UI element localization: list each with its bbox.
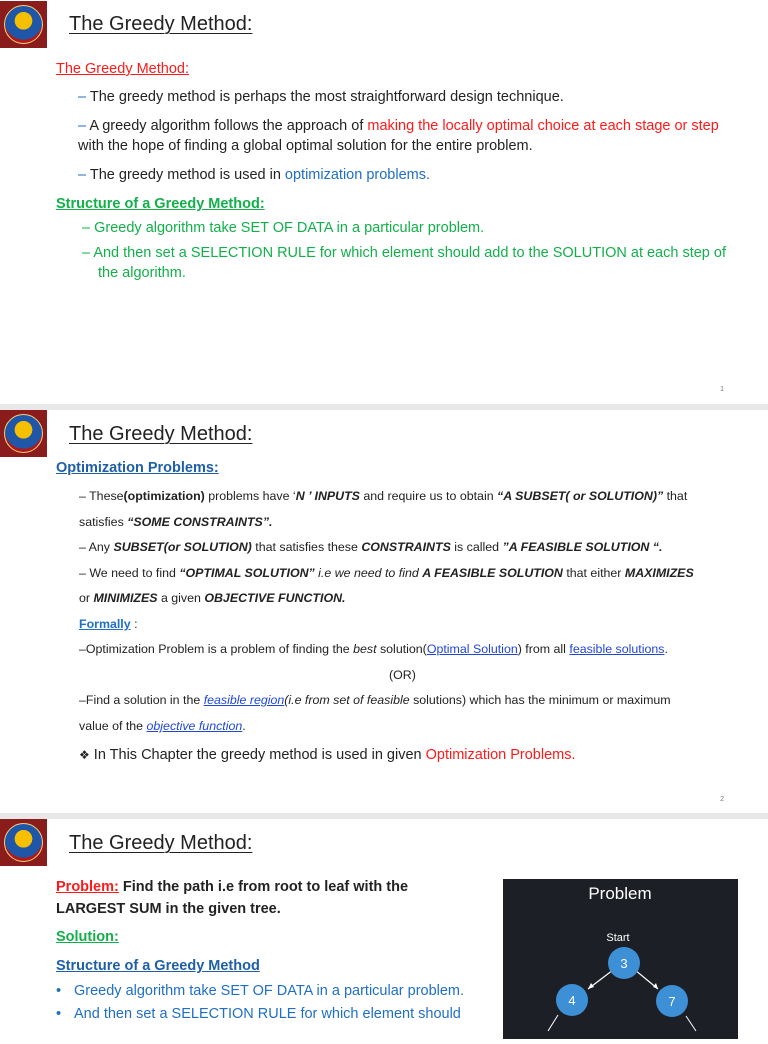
problem-statement-cont: LARGEST SUM in the given tree. (56, 901, 281, 917)
page-number: 1 (720, 386, 724, 393)
structure-bullet-2: • And then set a SELECTION RULE for which element should (56, 1006, 461, 1022)
section-heading: The Greedy Method: (56, 61, 189, 77)
structure-heading: Structure of a Greedy Method: (56, 196, 265, 212)
university-logo (0, 819, 47, 866)
formally-label: Formally : (79, 617, 138, 631)
feasible-region-link[interactable]: feasible region (203, 693, 285, 707)
structure-heading: Structure of a Greedy Method (56, 958, 260, 974)
paragraph-2: – Any SUBSET(or SOLUTION) that satisfies these CONSTRAINTS is called ”A FEASIBLE SOLUTION “. (79, 540, 663, 554)
slide-title: The Greedy Method: (69, 423, 253, 445)
problem-statement: Problem: Find the path i.e from root to leaf with the (56, 879, 409, 895)
paragraph-5-cont: value of the objective function. (79, 719, 246, 733)
arrowhead-right-icon (653, 983, 658, 989)
paragraph-1: – These(optimization) problems have ‘N ’ INPUTS and require us to obtain “A SUBSET( or SOLUTION)” that (79, 489, 688, 503)
bullet-1: – The greedy method is perhaps the most straightforward design technique. (78, 89, 564, 105)
university-logo (0, 410, 47, 457)
section-heading: Optimization Problems: (56, 460, 219, 476)
tree-node-root-label: 3 (620, 956, 628, 971)
slide-title: The Greedy Method: (69, 832, 253, 854)
solution-label: Solution: (56, 929, 119, 945)
diagram-title: Problem (588, 884, 652, 903)
paragraph-5: –Find a solution in the feasible region(i.e from set of feasible solutions) which has the minimum or maximum (79, 693, 671, 707)
optimal-solution-link[interactable]: Optimal Solution (426, 642, 518, 656)
objective-function-link[interactable]: objective function (146, 719, 243, 733)
tree-node-left-label: 4 (568, 993, 576, 1008)
university-logo (0, 1, 47, 48)
paragraph-1-cont: satisfies “SOME CONSTRAINTS”. (79, 515, 273, 529)
bullet-2: – A greedy algorithm follows the approach of making the locally optimal choice at each stage or step with the hope of finding a global optimal solution for the entire problem. (78, 118, 719, 154)
edge-left-down (548, 1015, 558, 1031)
structure-bullet-1: • Greedy algorithm take SET OF DATA in a particular problem. (56, 983, 465, 999)
diamond-bullet-icon: ❖ (79, 748, 90, 762)
start-label: Start (606, 932, 630, 944)
slide-1 (0, 0, 768, 405)
slide-2 (0, 410, 768, 814)
structure-bullet-2: – And then set a SELECTION RULE for which element should add to the SOLUTION at each step of the algorithm. (82, 245, 726, 281)
structure-bullet-1: – Greedy algorithm take SET OF DATA in a particular problem. (82, 220, 485, 236)
final-statement: ❖ In This Chapter the greedy method is used in given Optimization Problems. (79, 747, 576, 763)
arrowhead-left-icon (588, 983, 594, 989)
bullet-3: – The greedy method is used in optimization problems. (78, 167, 430, 183)
tree-diagram-svg (503, 879, 738, 1039)
page-number: 2 (720, 796, 724, 803)
tree-node-right-label: 7 (668, 994, 676, 1009)
tree-diagram (503, 879, 738, 1039)
paragraph-3-cont: or MINIMIZES a given OBJECTIVE FUNCTION. (79, 591, 346, 605)
feasible-solutions-link[interactable]: feasible solutions (569, 642, 665, 656)
paragraph-4: –Optimization Problem is a problem of finding the best solution(Optimal Solution) from all feasible solutions. (79, 642, 668, 656)
paragraph-3: – We need to find “OPTIMAL SOLUTION” i.e we need to find A FEASIBLE SOLUTION that either MAXIMIZES (79, 566, 694, 580)
slide-title: The Greedy Method: (69, 13, 253, 35)
or-separator: (OR) (389, 668, 416, 682)
